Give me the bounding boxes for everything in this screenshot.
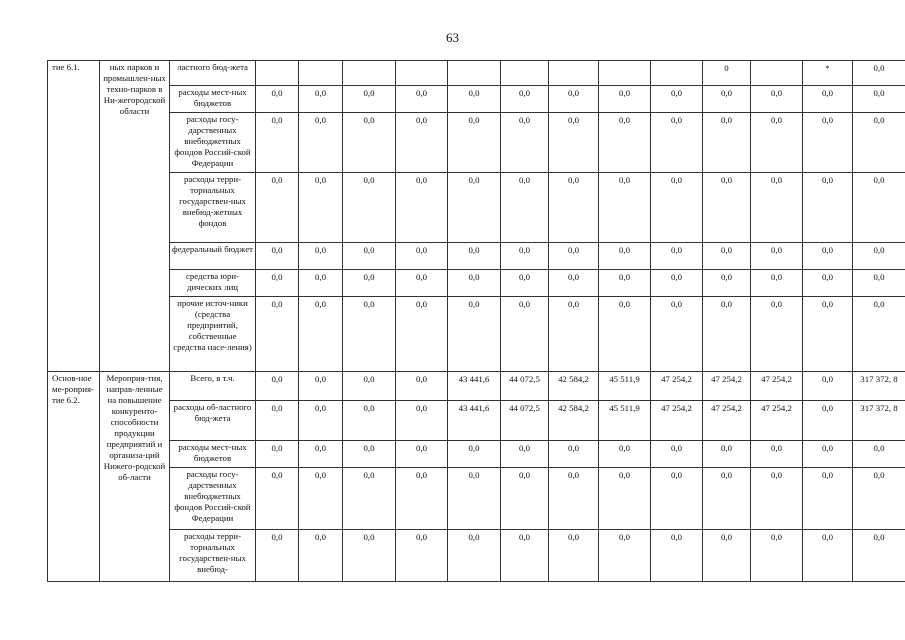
- value-cell: 0,0: [343, 86, 396, 113]
- value-cell: [448, 61, 501, 86]
- value-cell: 0,0: [448, 530, 501, 582]
- value-cell: 0,0: [343, 270, 396, 297]
- funding-source-cell: расходы терри-ториальных государствен-ных внебюд-жетных фондов: [170, 173, 256, 243]
- value-cell: 0,0: [751, 297, 803, 372]
- table-row: [48, 173, 905, 243]
- value-cell: 0,0: [256, 113, 299, 173]
- value-cell: [651, 61, 703, 86]
- value-cell: 0,0: [651, 113, 703, 173]
- value-cell: 0,0: [853, 468, 905, 530]
- value-cell: 43 441,6: [448, 401, 501, 441]
- value-cell: 0,0: [549, 530, 599, 582]
- table-row: [48, 530, 905, 582]
- value-cell: 0,0: [448, 243, 501, 270]
- value-cell: 0,0: [256, 243, 299, 270]
- value-cell: 0,0: [448, 297, 501, 372]
- activity-name-cell: ных парков и промышлен-ных техно-парков в Ни-жегородской области: [100, 61, 170, 372]
- value-cell: 0,0: [448, 468, 501, 530]
- value-cell: 0,0: [501, 530, 549, 582]
- value-cell: 42 584,2: [549, 401, 599, 441]
- value-cell: 0,0: [803, 173, 853, 243]
- activity-code-cell: Основ-ное ме-роприя-тие 6.2.: [48, 372, 100, 582]
- value-cell: 0,0: [501, 243, 549, 270]
- value-cell: 0,0: [256, 270, 299, 297]
- table-row: [48, 468, 905, 530]
- value-cell: 0,0: [853, 243, 905, 270]
- value-cell: 0,0: [803, 86, 853, 113]
- value-cell: 0,0: [549, 441, 599, 468]
- value-cell: [343, 61, 396, 86]
- value-cell: 0,0: [396, 530, 448, 582]
- value-cell: 0,0: [396, 372, 448, 401]
- value-cell: 0,0: [651, 468, 703, 530]
- value-cell: 0,0: [256, 441, 299, 468]
- table-row: [48, 113, 905, 173]
- value-cell: 0,0: [549, 243, 599, 270]
- table-body: [48, 61, 905, 582]
- value-cell: 0,0: [256, 530, 299, 582]
- value-cell: 0,0: [501, 441, 549, 468]
- value-cell: 0,0: [853, 86, 905, 113]
- table-row: [48, 270, 905, 297]
- value-cell: 44 072,5: [501, 372, 549, 401]
- value-cell: 0,0: [803, 441, 853, 468]
- value-cell: 0,0: [703, 86, 751, 113]
- value-cell: 0,0: [853, 297, 905, 372]
- funding-source-cell: расходы мест-ных бюджетов: [170, 441, 256, 468]
- value-cell: 0,0: [703, 297, 751, 372]
- value-cell: [549, 61, 599, 86]
- value-cell: 0,0: [299, 297, 343, 372]
- value-cell: 0,0: [299, 530, 343, 582]
- value-cell: 0,0: [751, 173, 803, 243]
- funding-source-cell: расходы терри-ториальных государствен-ных внебюд-: [170, 530, 256, 582]
- page-number: 63: [446, 30, 459, 45]
- value-cell: 0,0: [299, 113, 343, 173]
- funding-source-cell: ластного бюд-жета: [170, 61, 256, 86]
- value-cell: 0,0: [599, 441, 651, 468]
- value-cell: 0,0: [751, 86, 803, 113]
- value-cell: 0: [703, 61, 751, 86]
- value-cell: 0,0: [803, 468, 853, 530]
- value-cell: 0,0: [256, 468, 299, 530]
- value-cell: 45 511,9: [599, 401, 651, 441]
- value-cell: 0,0: [396, 86, 448, 113]
- value-cell: 0,0: [501, 113, 549, 173]
- value-cell: 0,0: [396, 468, 448, 530]
- value-cell: 0,0: [343, 468, 396, 530]
- value-cell: 0,0: [396, 270, 448, 297]
- value-cell: 0,0: [501, 86, 549, 113]
- value-cell: 43 441,6: [448, 372, 501, 401]
- value-cell: 0,0: [703, 113, 751, 173]
- activity-code-cell: тие 6.1.: [48, 61, 100, 372]
- value-cell: 0,0: [803, 270, 853, 297]
- value-cell: [751, 61, 803, 86]
- value-cell: 0,0: [703, 441, 751, 468]
- value-cell: 0,0: [803, 113, 853, 173]
- value-cell: 0,0: [651, 530, 703, 582]
- value-cell: 0,0: [853, 173, 905, 243]
- value-cell: *: [803, 61, 853, 86]
- funding-source-cell: расходы мест-ных бюджетов: [170, 86, 256, 113]
- table-row: [48, 61, 905, 86]
- funding-source-cell: прочие источ-ники (средства предприятий, собственные средства насе-ления): [170, 297, 256, 372]
- value-cell: 0,0: [703, 468, 751, 530]
- value-cell: 42 584,2: [549, 372, 599, 401]
- value-cell: 0,0: [651, 297, 703, 372]
- value-cell: 44 072,5: [501, 401, 549, 441]
- funding-source-cell: средства юри-дических лиц: [170, 270, 256, 297]
- value-cell: 0,0: [549, 270, 599, 297]
- value-cell: 0,0: [343, 243, 396, 270]
- value-cell: 0,0: [703, 530, 751, 582]
- value-cell: 0,0: [803, 372, 853, 401]
- budget-table: [47, 60, 905, 582]
- value-cell: 0,0: [299, 441, 343, 468]
- table-row: [48, 441, 905, 468]
- value-cell: [256, 61, 299, 86]
- value-cell: 0,0: [599, 468, 651, 530]
- value-cell: 317 372, 8: [853, 401, 905, 441]
- value-cell: 0,0: [853, 530, 905, 582]
- value-cell: 0,0: [299, 468, 343, 530]
- table-row: [48, 243, 905, 270]
- value-cell: 0,0: [448, 113, 501, 173]
- value-cell: 47 254,2: [751, 401, 803, 441]
- table-row: [48, 401, 905, 441]
- value-cell: 0,0: [803, 243, 853, 270]
- value-cell: 0,0: [599, 530, 651, 582]
- value-cell: 0,0: [448, 86, 501, 113]
- value-cell: 0,0: [299, 86, 343, 113]
- value-cell: 0,0: [396, 173, 448, 243]
- value-cell: 0,0: [396, 297, 448, 372]
- value-cell: 0,0: [751, 243, 803, 270]
- value-cell: 0,0: [501, 173, 549, 243]
- value-cell: 0,0: [599, 243, 651, 270]
- funding-source-cell: Всего, в т.ч.: [170, 372, 256, 401]
- value-cell: 0,0: [651, 173, 703, 243]
- value-cell: 0,0: [299, 372, 343, 401]
- table-row: [48, 86, 905, 113]
- value-cell: 0,0: [549, 86, 599, 113]
- value-cell: 0,0: [751, 113, 803, 173]
- value-cell: 0,0: [703, 173, 751, 243]
- value-cell: 0,0: [448, 173, 501, 243]
- value-cell: 0,0: [256, 372, 299, 401]
- value-cell: 0,0: [343, 401, 396, 441]
- value-cell: [396, 61, 448, 86]
- value-cell: 0,0: [396, 401, 448, 441]
- funding-source-cell: расходы об-ластного бюд-жета: [170, 401, 256, 441]
- value-cell: 0,0: [703, 270, 751, 297]
- value-cell: [599, 61, 651, 86]
- table-row: [48, 297, 905, 372]
- value-cell: 0,0: [396, 441, 448, 468]
- value-cell: 47 254,2: [651, 401, 703, 441]
- value-cell: 0,0: [751, 468, 803, 530]
- value-cell: 0,0: [803, 297, 853, 372]
- value-cell: 0,0: [599, 113, 651, 173]
- value-cell: 0,0: [256, 297, 299, 372]
- value-cell: 0,0: [396, 243, 448, 270]
- value-cell: 0,0: [803, 401, 853, 441]
- value-cell: 0,0: [343, 372, 396, 401]
- value-cell: 0,0: [448, 270, 501, 297]
- value-cell: 0,0: [256, 86, 299, 113]
- value-cell: 0,0: [853, 113, 905, 173]
- value-cell: 0,0: [549, 173, 599, 243]
- value-cell: 0,0: [299, 401, 343, 441]
- value-cell: 47 254,2: [703, 372, 751, 401]
- value-cell: 0,0: [256, 173, 299, 243]
- value-cell: 0,0: [599, 297, 651, 372]
- table-row: [48, 372, 905, 401]
- value-cell: 0,0: [751, 441, 803, 468]
- value-cell: 0,0: [299, 243, 343, 270]
- value-cell: [501, 61, 549, 86]
- value-cell: 0,0: [501, 270, 549, 297]
- value-cell: 0,0: [651, 86, 703, 113]
- value-cell: 0,0: [299, 270, 343, 297]
- value-cell: 0,0: [853, 61, 905, 86]
- value-cell: 0,0: [599, 173, 651, 243]
- value-cell: 0,0: [751, 530, 803, 582]
- value-cell: 0,0: [549, 113, 599, 173]
- value-cell: 0,0: [549, 297, 599, 372]
- value-cell: 0,0: [343, 113, 396, 173]
- value-cell: 0,0: [599, 86, 651, 113]
- value-cell: 0,0: [703, 243, 751, 270]
- value-cell: 0,0: [343, 530, 396, 582]
- value-cell: 0,0: [651, 441, 703, 468]
- value-cell: 0,0: [549, 468, 599, 530]
- value-cell: 0,0: [256, 401, 299, 441]
- funding-source-cell: расходы госу-дарственных внебюджетных фондов Россий-ской Федерации: [170, 468, 256, 530]
- value-cell: 0,0: [651, 270, 703, 297]
- value-cell: 0,0: [343, 173, 396, 243]
- value-cell: 0,0: [853, 270, 905, 297]
- funding-source-cell: расходы госу-дарственных внебюджетных фондов Россий-ской Федерации: [170, 113, 256, 173]
- value-cell: 0,0: [853, 441, 905, 468]
- funding-source-cell: федеральный бюджет: [170, 243, 256, 270]
- value-cell: 47 254,2: [651, 372, 703, 401]
- value-cell: 45 511,9: [599, 372, 651, 401]
- value-cell: 0,0: [751, 270, 803, 297]
- activity-name-cell: Мероприя-тия, направ-ленные на повышение конкуренто-способности продукции предприятий и организа-ций Нижего-родской об-ласти: [100, 372, 170, 582]
- value-cell: 317 372, 8: [853, 372, 905, 401]
- value-cell: 0,0: [501, 468, 549, 530]
- value-cell: 0,0: [803, 530, 853, 582]
- value-cell: 0,0: [343, 441, 396, 468]
- value-cell: [299, 61, 343, 86]
- value-cell: 47 254,2: [703, 401, 751, 441]
- value-cell: 0,0: [396, 113, 448, 173]
- value-cell: 0,0: [299, 173, 343, 243]
- value-cell: 0,0: [501, 297, 549, 372]
- value-cell: 0,0: [599, 270, 651, 297]
- value-cell: 0,0: [651, 243, 703, 270]
- value-cell: 0,0: [448, 441, 501, 468]
- value-cell: 47 254,2: [751, 372, 803, 401]
- value-cell: 0,0: [343, 297, 396, 372]
